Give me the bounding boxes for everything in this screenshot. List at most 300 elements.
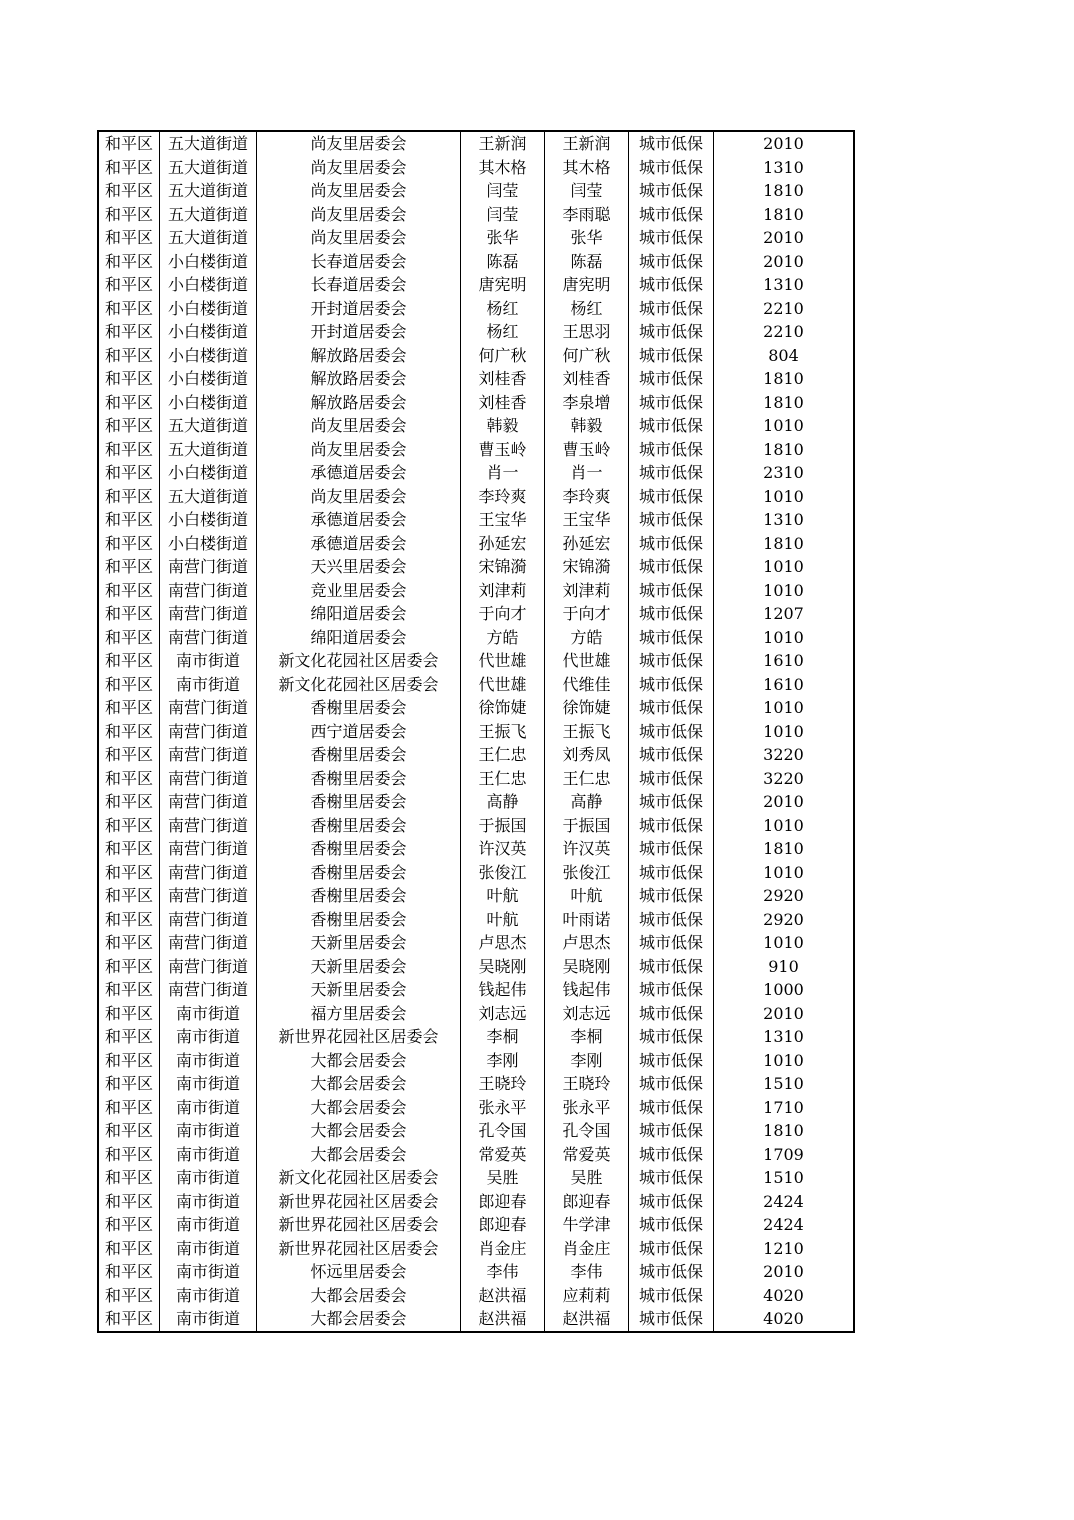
committee-cell: 大都会居委会 bbox=[257, 1119, 461, 1143]
committee-cell: 香榭里居委会 bbox=[257, 743, 461, 767]
table-row bbox=[98, 1166, 854, 1190]
street-cell: 五大道街道 bbox=[160, 414, 257, 438]
amount-cell: 1810 bbox=[763, 392, 804, 412]
aid-type-cell: 城市低保 bbox=[629, 367, 714, 391]
street-cell: 南市街道 bbox=[160, 1237, 257, 1261]
household-head-cell: 王仁忠 bbox=[461, 743, 545, 767]
street-cell: 南市街道 bbox=[160, 1025, 257, 1049]
district-cell: 和平区 bbox=[98, 1119, 160, 1143]
committee-cell: 香榭里居委会 bbox=[257, 908, 461, 932]
aid-type-cell: 城市低保 bbox=[629, 156, 714, 180]
member-name-cell: 代维佳 bbox=[545, 673, 629, 697]
street-cell: 小白楼街道 bbox=[160, 391, 257, 415]
committee-cell: 新世界花园社区居委会 bbox=[257, 1190, 461, 1214]
table-row bbox=[98, 297, 854, 321]
street-cell: 南营门街道 bbox=[160, 908, 257, 932]
amount-cell: 4020 bbox=[763, 1285, 804, 1305]
committee-cell: 福方里居委会 bbox=[257, 1002, 461, 1026]
member-name-cell: 赵洪福 bbox=[545, 1307, 629, 1332]
aid-type-cell: 城市低保 bbox=[629, 485, 714, 509]
amount-cell: 1010 bbox=[763, 486, 804, 506]
table-row bbox=[98, 743, 854, 767]
committee-cell: 承德道居委会 bbox=[257, 461, 461, 485]
household-head-cell: 于向才 bbox=[461, 602, 545, 626]
table-row bbox=[98, 814, 854, 838]
street-cell: 南营门街道 bbox=[160, 931, 257, 955]
amount-cell: 1010 bbox=[763, 933, 804, 952]
aid-type-cell: 城市低保 bbox=[629, 391, 714, 415]
street-cell: 南营门街道 bbox=[160, 955, 257, 979]
street-cell: 五大道街道 bbox=[160, 485, 257, 509]
member-name-cell: 卢思杰 bbox=[545, 931, 629, 955]
table-row bbox=[98, 1072, 854, 1096]
member-name-cell: 张华 bbox=[545, 226, 629, 250]
table-row bbox=[98, 790, 854, 814]
aid-type-cell: 城市低保 bbox=[629, 179, 714, 203]
household-head-cell: 吴胜 bbox=[461, 1166, 545, 1190]
member-name-cell: 王新润 bbox=[545, 131, 629, 156]
member-name-cell: 应莉莉 bbox=[545, 1284, 629, 1308]
aid-type-cell: 城市低保 bbox=[629, 720, 714, 744]
member-name-cell: 王晓玲 bbox=[545, 1072, 629, 1096]
table-row bbox=[98, 1143, 854, 1167]
street-cell: 南市街道 bbox=[160, 673, 257, 697]
table-row bbox=[98, 226, 854, 250]
member-name-cell: 何广秋 bbox=[545, 344, 629, 368]
table-row bbox=[98, 1025, 854, 1049]
aid-type-cell: 城市低保 bbox=[629, 908, 714, 932]
amount-cell: 1207 bbox=[763, 604, 804, 623]
street-cell: 小白楼街道 bbox=[160, 532, 257, 556]
household-head-cell: 韩毅 bbox=[461, 414, 545, 438]
street-cell: 南市街道 bbox=[160, 1307, 257, 1332]
household-head-cell: 宋锦漪 bbox=[461, 555, 545, 579]
household-head-cell: 孔令国 bbox=[461, 1119, 545, 1143]
aid-type-cell: 城市低保 bbox=[629, 1072, 714, 1096]
amount-cell: 2010 bbox=[763, 134, 804, 153]
household-head-cell: 方皓 bbox=[461, 626, 545, 650]
street-cell: 南市街道 bbox=[160, 1284, 257, 1308]
aid-type-cell: 城市低保 bbox=[629, 508, 714, 532]
amount-cell: 1610 bbox=[763, 674, 804, 694]
aid-type-cell: 城市低保 bbox=[629, 1237, 714, 1261]
table-row bbox=[98, 555, 854, 579]
household-head-cell: 赵洪福 bbox=[461, 1284, 545, 1308]
household-head-cell: 王仁忠 bbox=[461, 767, 545, 791]
member-name-cell: 李刚 bbox=[545, 1049, 629, 1073]
district-cell: 和平区 bbox=[98, 414, 160, 438]
committee-cell: 香榭里居委会 bbox=[257, 814, 461, 838]
district-cell: 和平区 bbox=[98, 485, 160, 509]
amount-cell: 2010 bbox=[763, 251, 804, 271]
street-cell: 五大道街道 bbox=[160, 179, 257, 203]
member-name-cell: 肖一 bbox=[545, 461, 629, 485]
committee-cell: 大都会居委会 bbox=[257, 1284, 461, 1308]
street-cell: 南营门街道 bbox=[160, 767, 257, 791]
district-cell: 和平区 bbox=[98, 1072, 160, 1096]
committee-cell: 香榭里居委会 bbox=[257, 861, 461, 885]
amount-cell: 3220 bbox=[763, 745, 804, 764]
aid-type-cell: 城市低保 bbox=[629, 438, 714, 462]
aid-type-cell: 城市低保 bbox=[629, 1260, 714, 1284]
amount-cell: 1010 bbox=[763, 580, 804, 600]
committee-cell: 大都会居委会 bbox=[257, 1049, 461, 1073]
committee-cell: 解放路居委会 bbox=[257, 391, 461, 415]
committee-cell: 尚友里居委会 bbox=[257, 438, 461, 462]
street-cell: 小白楼街道 bbox=[160, 344, 257, 368]
aid-type-cell: 城市低保 bbox=[629, 273, 714, 297]
district-cell: 和平区 bbox=[98, 461, 160, 485]
member-name-cell: 方皓 bbox=[545, 626, 629, 650]
member-name-cell: 李桐 bbox=[545, 1025, 629, 1049]
district-cell: 和平区 bbox=[98, 226, 160, 250]
member-name-cell: 刘桂香 bbox=[545, 367, 629, 391]
committee-cell: 尚友里居委会 bbox=[257, 485, 461, 509]
household-head-cell: 许汉英 bbox=[461, 837, 545, 861]
table-row bbox=[98, 461, 854, 485]
committee-cell: 香榭里居委会 bbox=[257, 696, 461, 720]
district-cell: 和平区 bbox=[98, 367, 160, 391]
table-row bbox=[98, 485, 854, 509]
table-row bbox=[98, 931, 854, 955]
aid-type-cell: 城市低保 bbox=[629, 955, 714, 979]
street-cell: 五大道街道 bbox=[160, 226, 257, 250]
member-name-cell: 刘津莉 bbox=[545, 579, 629, 603]
amount-cell: 1710 bbox=[763, 1097, 804, 1117]
aid-type-cell: 城市低保 bbox=[629, 1166, 714, 1190]
household-head-cell: 王振飞 bbox=[461, 720, 545, 744]
amount-cell: 1810 bbox=[763, 181, 804, 200]
district-cell: 和平区 bbox=[98, 908, 160, 932]
household-head-cell: 唐宪明 bbox=[461, 273, 545, 297]
district-cell: 和平区 bbox=[98, 1190, 160, 1214]
table-row bbox=[98, 955, 854, 979]
amount-cell: 1010 bbox=[763, 698, 804, 717]
household-head-cell: 闫莹 bbox=[461, 203, 545, 227]
district-cell: 和平区 bbox=[98, 131, 160, 156]
household-head-cell: 郎迎春 bbox=[461, 1190, 545, 1214]
household-head-cell: 曹玉岭 bbox=[461, 438, 545, 462]
street-cell: 南营门街道 bbox=[160, 978, 257, 1002]
committee-cell: 天兴里居委会 bbox=[257, 555, 461, 579]
amount-cell: 1810 bbox=[763, 533, 804, 553]
household-head-cell: 王新润 bbox=[461, 131, 545, 156]
table-row bbox=[98, 508, 854, 532]
household-head-cell: 李玲爽 bbox=[461, 485, 545, 509]
amount-cell: 910 bbox=[768, 956, 799, 976]
table-row bbox=[98, 1049, 854, 1073]
district-cell: 和平区 bbox=[98, 579, 160, 603]
member-name-cell: 孙延宏 bbox=[545, 532, 629, 556]
committee-cell: 尚友里居委会 bbox=[257, 156, 461, 180]
amount-cell: 1310 bbox=[763, 275, 804, 294]
household-head-cell: 肖一 bbox=[461, 461, 545, 485]
aid-type-cell: 城市低保 bbox=[629, 1213, 714, 1237]
household-head-cell: 刘志远 bbox=[461, 1002, 545, 1026]
table-row bbox=[98, 978, 854, 1002]
member-name-cell: 刘秀凤 bbox=[545, 743, 629, 767]
aid-type-cell: 城市低保 bbox=[629, 1049, 714, 1073]
member-name-cell: 张永平 bbox=[545, 1096, 629, 1120]
household-head-cell: 李刚 bbox=[461, 1049, 545, 1073]
member-name-cell: 其木格 bbox=[545, 156, 629, 180]
household-head-cell: 代世雄 bbox=[461, 649, 545, 673]
table-row bbox=[98, 1307, 854, 1332]
street-cell: 南营门街道 bbox=[160, 790, 257, 814]
street-cell: 南营门街道 bbox=[160, 884, 257, 908]
table-row bbox=[98, 1096, 854, 1120]
street-cell: 南市街道 bbox=[160, 1096, 257, 1120]
street-cell: 南营门街道 bbox=[160, 837, 257, 861]
district-cell: 和平区 bbox=[98, 438, 160, 462]
household-head-cell: 高静 bbox=[461, 790, 545, 814]
household-head-cell: 陈磊 bbox=[461, 250, 545, 274]
household-head-cell: 赵洪福 bbox=[461, 1307, 545, 1332]
table-row bbox=[98, 250, 854, 274]
aid-type-cell: 城市低保 bbox=[629, 226, 714, 250]
household-head-cell: 肖金庄 bbox=[461, 1237, 545, 1261]
aid-type-cell: 城市低保 bbox=[629, 1284, 714, 1308]
district-cell: 和平区 bbox=[98, 1096, 160, 1120]
table-row bbox=[98, 579, 854, 603]
street-cell: 五大道街道 bbox=[160, 438, 257, 462]
district-cell: 和平区 bbox=[98, 1143, 160, 1167]
table-row bbox=[98, 884, 854, 908]
aid-type-cell: 城市低保 bbox=[629, 320, 714, 344]
street-cell: 南营门街道 bbox=[160, 602, 257, 626]
committee-cell: 尚友里居委会 bbox=[257, 203, 461, 227]
district-cell: 和平区 bbox=[98, 1284, 160, 1308]
member-name-cell: 常爱英 bbox=[545, 1143, 629, 1167]
household-head-cell: 杨红 bbox=[461, 320, 545, 344]
committee-cell: 新文化花园社区居委会 bbox=[257, 1166, 461, 1190]
committee-cell: 承德道居委会 bbox=[257, 508, 461, 532]
committee-cell: 长春道居委会 bbox=[257, 273, 461, 297]
street-cell: 南市街道 bbox=[160, 1213, 257, 1237]
amount-cell: 2010 bbox=[763, 1003, 804, 1023]
district-cell: 和平区 bbox=[98, 1166, 160, 1190]
amount-cell: 1010 bbox=[763, 721, 804, 741]
street-cell: 小白楼街道 bbox=[160, 461, 257, 485]
committee-cell: 尚友里居委会 bbox=[257, 226, 461, 250]
member-name-cell: 叶雨诺 bbox=[545, 908, 629, 932]
member-name-cell: 王振飞 bbox=[545, 720, 629, 744]
table-row bbox=[98, 767, 854, 791]
table-row bbox=[98, 203, 854, 227]
committee-cell: 解放路居委会 bbox=[257, 344, 461, 368]
district-cell: 和平区 bbox=[98, 837, 160, 861]
member-name-cell: 高静 bbox=[545, 790, 629, 814]
member-name-cell: 韩毅 bbox=[545, 414, 629, 438]
amount-cell: 1000 bbox=[763, 980, 804, 999]
table-row bbox=[98, 391, 854, 415]
district-cell: 和平区 bbox=[98, 156, 160, 180]
amount-cell: 1810 bbox=[763, 1121, 804, 1140]
member-name-cell: 李雨聪 bbox=[545, 203, 629, 227]
member-name-cell: 杨红 bbox=[545, 297, 629, 321]
member-name-cell: 肖金庄 bbox=[545, 1237, 629, 1261]
aid-type-cell: 城市低保 bbox=[629, 250, 714, 274]
amount-cell: 2920 bbox=[763, 909, 804, 929]
table-row bbox=[98, 1119, 854, 1143]
member-name-cell: 王宝华 bbox=[545, 508, 629, 532]
aid-type-cell: 城市低保 bbox=[629, 1025, 714, 1049]
household-head-cell: 张永平 bbox=[461, 1096, 545, 1120]
aid-type-cell: 城市低保 bbox=[629, 743, 714, 767]
street-cell: 南营门街道 bbox=[160, 579, 257, 603]
table-row bbox=[98, 179, 854, 203]
household-head-cell: 徐饰婕 bbox=[461, 696, 545, 720]
aid-type-cell: 城市低保 bbox=[629, 978, 714, 1002]
household-head-cell: 李伟 bbox=[461, 1260, 545, 1284]
table-row bbox=[98, 696, 854, 720]
table-row bbox=[98, 1284, 854, 1308]
district-cell: 和平区 bbox=[98, 344, 160, 368]
district-cell: 和平区 bbox=[98, 790, 160, 814]
street-cell: 南市街道 bbox=[160, 649, 257, 673]
committee-cell: 天新里居委会 bbox=[257, 978, 461, 1002]
amount-cell: 2424 bbox=[763, 1215, 804, 1234]
district-cell: 和平区 bbox=[98, 1049, 160, 1073]
aid-type-cell: 城市低保 bbox=[629, 837, 714, 861]
household-head-cell: 王晓玲 bbox=[461, 1072, 545, 1096]
committee-cell: 天新里居委会 bbox=[257, 931, 461, 955]
committee-cell: 大都会居委会 bbox=[257, 1143, 461, 1167]
district-cell: 和平区 bbox=[98, 508, 160, 532]
member-name-cell: 叶航 bbox=[545, 884, 629, 908]
street-cell: 小白楼街道 bbox=[160, 320, 257, 344]
street-cell: 小白楼街道 bbox=[160, 297, 257, 321]
committee-cell: 西宁道居委会 bbox=[257, 720, 461, 744]
street-cell: 南营门街道 bbox=[160, 814, 257, 838]
district-cell: 和平区 bbox=[98, 1025, 160, 1049]
member-name-cell: 牛学津 bbox=[545, 1213, 629, 1237]
street-cell: 南营门街道 bbox=[160, 626, 257, 650]
household-head-cell: 何广秋 bbox=[461, 344, 545, 368]
household-head-cell: 吴晓刚 bbox=[461, 955, 545, 979]
aid-type-cell: 城市低保 bbox=[629, 1143, 714, 1167]
aid-type-cell: 城市低保 bbox=[629, 1307, 714, 1332]
committee-cell: 新世界花园社区居委会 bbox=[257, 1237, 461, 1261]
household-head-cell: 孙延宏 bbox=[461, 532, 545, 556]
district-cell: 和平区 bbox=[98, 297, 160, 321]
aid-type-cell: 城市低保 bbox=[629, 767, 714, 791]
welfare-table bbox=[97, 130, 855, 1333]
district-cell: 和平区 bbox=[98, 673, 160, 697]
district-cell: 和平区 bbox=[98, 1307, 160, 1332]
table-row bbox=[98, 626, 854, 650]
district-cell: 和平区 bbox=[98, 555, 160, 579]
committee-cell: 竞业里居委会 bbox=[257, 579, 461, 603]
aid-type-cell: 城市低保 bbox=[629, 626, 714, 650]
amount-cell: 1510 bbox=[763, 1074, 804, 1093]
table-row bbox=[98, 1002, 854, 1026]
committee-cell: 香榭里居委会 bbox=[257, 884, 461, 908]
household-head-cell: 卢思杰 bbox=[461, 931, 545, 955]
amount-cell: 1010 bbox=[763, 862, 804, 882]
committee-cell: 开封道居委会 bbox=[257, 320, 461, 344]
table-row bbox=[98, 1213, 854, 1237]
district-cell: 和平区 bbox=[98, 720, 160, 744]
table-row bbox=[98, 602, 854, 626]
committee-cell: 解放路居委会 bbox=[257, 367, 461, 391]
table-row bbox=[98, 532, 854, 556]
district-cell: 和平区 bbox=[98, 391, 160, 415]
aid-type-cell: 城市低保 bbox=[629, 203, 714, 227]
amount-cell: 2424 bbox=[763, 1191, 804, 1211]
street-cell: 南营门街道 bbox=[160, 696, 257, 720]
aid-type-cell: 城市低保 bbox=[629, 1096, 714, 1120]
street-cell: 南市街道 bbox=[160, 1002, 257, 1026]
household-head-cell: 王宝华 bbox=[461, 508, 545, 532]
district-cell: 和平区 bbox=[98, 1260, 160, 1284]
street-cell: 南营门街道 bbox=[160, 861, 257, 885]
aid-type-cell: 城市低保 bbox=[629, 602, 714, 626]
amount-cell: 2010 bbox=[763, 792, 804, 811]
household-head-cell: 张俊江 bbox=[461, 861, 545, 885]
district-cell: 和平区 bbox=[98, 602, 160, 626]
aid-type-cell: 城市低保 bbox=[629, 790, 714, 814]
street-cell: 南市街道 bbox=[160, 1119, 257, 1143]
amount-cell: 1810 bbox=[763, 204, 804, 224]
committee-cell: 怀远里居委会 bbox=[257, 1260, 461, 1284]
street-cell: 南市街道 bbox=[160, 1166, 257, 1190]
household-head-cell: 代世雄 bbox=[461, 673, 545, 697]
household-head-cell: 郎迎春 bbox=[461, 1213, 545, 1237]
table-row bbox=[98, 438, 854, 462]
committee-cell: 新文化花园社区居委会 bbox=[257, 649, 461, 673]
street-cell: 南营门街道 bbox=[160, 555, 257, 579]
committee-cell: 香榭里居委会 bbox=[257, 767, 461, 791]
district-cell: 和平区 bbox=[98, 1237, 160, 1261]
member-name-cell: 唐宪明 bbox=[545, 273, 629, 297]
committee-cell: 承德道居委会 bbox=[257, 532, 461, 556]
district-cell: 和平区 bbox=[98, 743, 160, 767]
district-cell: 和平区 bbox=[98, 532, 160, 556]
committee-cell: 大都会居委会 bbox=[257, 1096, 461, 1120]
household-head-cell: 刘桂香 bbox=[461, 391, 545, 415]
member-name-cell: 李玲爽 bbox=[545, 485, 629, 509]
district-cell: 和平区 bbox=[98, 273, 160, 297]
table-body bbox=[98, 131, 854, 1332]
aid-type-cell: 城市低保 bbox=[629, 461, 714, 485]
district-cell: 和平区 bbox=[98, 1213, 160, 1237]
household-head-cell: 刘桂香 bbox=[461, 367, 545, 391]
district-cell: 和平区 bbox=[98, 250, 160, 274]
committee-cell: 尚友里居委会 bbox=[257, 179, 461, 203]
table-row bbox=[98, 908, 854, 932]
member-name-cell: 许汉英 bbox=[545, 837, 629, 861]
street-cell: 南营门街道 bbox=[160, 743, 257, 767]
table-row bbox=[98, 649, 854, 673]
amount-cell: 1810 bbox=[763, 369, 804, 388]
aid-type-cell: 城市低保 bbox=[629, 884, 714, 908]
aid-type-cell: 城市低保 bbox=[629, 344, 714, 368]
street-cell: 南营门街道 bbox=[160, 720, 257, 744]
table-row bbox=[98, 1260, 854, 1284]
amount-cell: 804 bbox=[768, 345, 799, 365]
aid-type-cell: 城市低保 bbox=[629, 131, 714, 156]
amount-cell: 1310 bbox=[763, 510, 804, 529]
amount-cell: 1010 bbox=[763, 557, 804, 576]
table-row bbox=[98, 156, 854, 180]
table-row bbox=[98, 1237, 854, 1261]
table-row bbox=[98, 837, 854, 861]
member-name-cell: 于向才 bbox=[545, 602, 629, 626]
committee-cell: 绵阳道居委会 bbox=[257, 626, 461, 650]
street-cell: 五大道街道 bbox=[160, 131, 257, 156]
aid-type-cell: 城市低保 bbox=[629, 414, 714, 438]
